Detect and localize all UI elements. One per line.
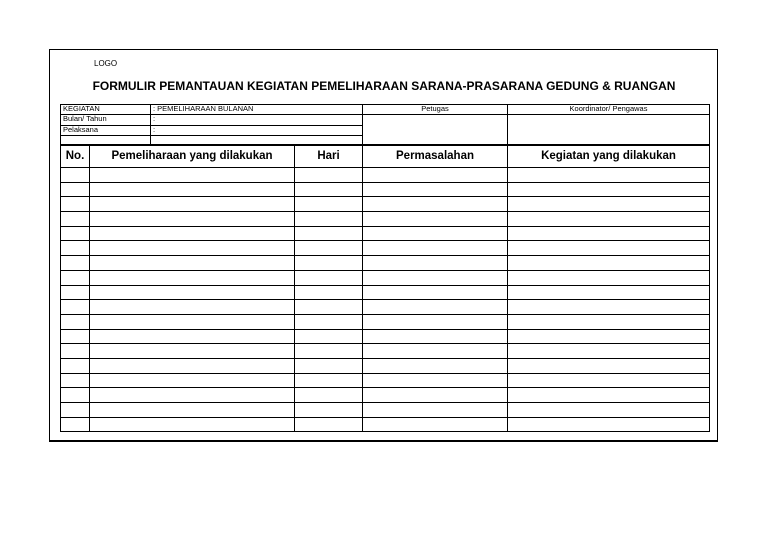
- table-cell[interactable]: [363, 314, 508, 329]
- koordinator-label: Koordinator/ Pengawas: [508, 105, 710, 115]
- table-cell[interactable]: [295, 314, 363, 329]
- table-cell[interactable]: [508, 373, 710, 388]
- table-row: [61, 241, 710, 256]
- table-cell[interactable]: [90, 212, 295, 227]
- table-row: [61, 168, 710, 183]
- table-cell[interactable]: [363, 270, 508, 285]
- table-cell[interactable]: [90, 226, 295, 241]
- table-row: [61, 344, 710, 359]
- table-cell[interactable]: [508, 226, 710, 241]
- table-row: [61, 300, 710, 315]
- table-cell[interactable]: [363, 344, 508, 359]
- table-cell[interactable]: [295, 403, 363, 418]
- table-cell[interactable]: [90, 256, 295, 271]
- table-cell[interactable]: [363, 403, 508, 418]
- table-cell[interactable]: [90, 403, 295, 418]
- maintenance-table: [60, 144, 710, 432]
- table-cell[interactable]: [61, 300, 90, 315]
- table-cell[interactable]: [295, 388, 363, 403]
- table-cell[interactable]: [363, 212, 508, 227]
- table-cell[interactable]: [61, 417, 90, 432]
- table-cell[interactable]: [295, 358, 363, 373]
- table-cell[interactable]: [90, 285, 295, 300]
- table-cell[interactable]: [90, 373, 295, 388]
- koordinator-signature-box[interactable]: [508, 115, 710, 146]
- table-cell[interactable]: [508, 314, 710, 329]
- table-cell[interactable]: [295, 344, 363, 359]
- table-cell[interactable]: [295, 168, 363, 183]
- table-cell[interactable]: [61, 226, 90, 241]
- table-row: [61, 182, 710, 197]
- table-cell[interactable]: [61, 256, 90, 271]
- table-cell[interactable]: [363, 256, 508, 271]
- table-cell[interactable]: [61, 344, 90, 359]
- table-cell[interactable]: [508, 212, 710, 227]
- table-cell[interactable]: [61, 329, 90, 344]
- table-cell[interactable]: [363, 197, 508, 212]
- table-cell[interactable]: [61, 241, 90, 256]
- table-row: [61, 373, 710, 388]
- table-cell[interactable]: [363, 182, 508, 197]
- table-cell[interactable]: [61, 197, 90, 212]
- table-cell[interactable]: [508, 417, 710, 432]
- table-cell[interactable]: [363, 329, 508, 344]
- table-cell[interactable]: [508, 403, 710, 418]
- table-cell[interactable]: [295, 329, 363, 344]
- table-cell[interactable]: [508, 168, 710, 183]
- table-cell[interactable]: [508, 285, 710, 300]
- info-label-bulan-tahun: Bulan/ Tahun: [61, 115, 151, 126]
- table-cell[interactable]: [90, 329, 295, 344]
- table-cell[interactable]: [508, 197, 710, 212]
- table-row: [61, 314, 710, 329]
- table-cell[interactable]: [90, 241, 295, 256]
- table-row: [61, 388, 710, 403]
- table-row: [61, 285, 710, 300]
- table-cell[interactable]: [61, 388, 90, 403]
- table-row: [61, 197, 710, 212]
- table-cell[interactable]: [61, 285, 90, 300]
- table-cell[interactable]: [61, 373, 90, 388]
- table-cell[interactable]: [363, 300, 508, 315]
- table-cell[interactable]: [61, 403, 90, 418]
- table-cell[interactable]: [508, 300, 710, 315]
- logo: LOGO: [94, 59, 118, 68]
- table-cell[interactable]: [90, 168, 295, 183]
- col-header-hari: Hari: [295, 145, 363, 168]
- table-row: [61, 226, 710, 241]
- table-cell[interactable]: [508, 270, 710, 285]
- table-cell[interactable]: [363, 241, 508, 256]
- table-cell[interactable]: [363, 417, 508, 432]
- table-cell[interactable]: [508, 358, 710, 373]
- table-body: [61, 168, 710, 432]
- table-row: [61, 358, 710, 373]
- table-cell[interactable]: [61, 314, 90, 329]
- table-cell[interactable]: [90, 417, 295, 432]
- table-cell[interactable]: [363, 388, 508, 403]
- table-cell[interactable]: [295, 373, 363, 388]
- info-label-pelaksana: Pelaksana: [61, 125, 151, 136]
- info-value-pelaksana[interactable]: :: [151, 125, 363, 136]
- table-cell[interactable]: [61, 270, 90, 285]
- table-cell[interactable]: [508, 256, 710, 271]
- table-cell[interactable]: [508, 388, 710, 403]
- table-cell[interactable]: [295, 226, 363, 241]
- table-cell[interactable]: [61, 358, 90, 373]
- table-row: [61, 212, 710, 227]
- col-header-kegiatan: Kegiatan yang dilakukan: [508, 145, 710, 168]
- table-cell[interactable]: [61, 168, 90, 183]
- table-cell[interactable]: [295, 241, 363, 256]
- form-title: FORMULIR PEMANTAUAN KEGIATAN PEMELIHARAAN SARANA-PRASARANA GEDUNG & RUANGAN: [92, 79, 676, 93]
- table-cell[interactable]: [363, 358, 508, 373]
- table-cell[interactable]: [90, 197, 295, 212]
- table-row: [61, 270, 710, 285]
- petugas-signature-box[interactable]: [363, 115, 508, 146]
- table-cell[interactable]: [363, 285, 508, 300]
- table-cell[interactable]: [90, 388, 295, 403]
- table-cell[interactable]: [61, 182, 90, 197]
- petugas-label: Petugas: [363, 105, 508, 115]
- table-cell[interactable]: [363, 373, 508, 388]
- col-header-pemeliharaan: Pemeliharaan yang dilakukan: [90, 145, 295, 168]
- table-cell[interactable]: [508, 329, 710, 344]
- col-header-no: No.: [61, 145, 90, 168]
- table-cell[interactable]: [295, 417, 363, 432]
- table-cell[interactable]: [508, 344, 710, 359]
- table-cell[interactable]: [90, 358, 295, 373]
- table-cell[interactable]: [295, 197, 363, 212]
- table-cell[interactable]: [90, 300, 295, 315]
- table-cell[interactable]: [363, 226, 508, 241]
- info-table: [60, 104, 710, 146]
- table-row: [61, 256, 710, 271]
- table-cell[interactable]: [363, 168, 508, 183]
- col-header-permasalahan: Permasalahan: [363, 145, 508, 168]
- table-cell[interactable]: [90, 344, 295, 359]
- table-cell[interactable]: [90, 182, 295, 197]
- table-row: [61, 403, 710, 418]
- table-cell[interactable]: [295, 270, 363, 285]
- table-cell[interactable]: [295, 182, 363, 197]
- table-cell[interactable]: [295, 300, 363, 315]
- table-row: [61, 417, 710, 432]
- info-value-bulan-tahun[interactable]: :: [151, 115, 363, 126]
- table-cell[interactable]: [295, 212, 363, 227]
- table-cell[interactable]: [61, 212, 90, 227]
- table-cell[interactable]: [508, 241, 710, 256]
- info-value-kegiatan[interactable]: : PEMELIHARAAN BULANAN: [151, 105, 363, 115]
- table-cell[interactable]: [295, 285, 363, 300]
- table-row: [61, 329, 710, 344]
- table-cell[interactable]: [90, 270, 295, 285]
- info-label-kegiatan: KEGIATAN: [61, 105, 151, 115]
- table-cell[interactable]: [295, 256, 363, 271]
- table-cell[interactable]: [508, 182, 710, 197]
- table-cell[interactable]: [90, 314, 295, 329]
